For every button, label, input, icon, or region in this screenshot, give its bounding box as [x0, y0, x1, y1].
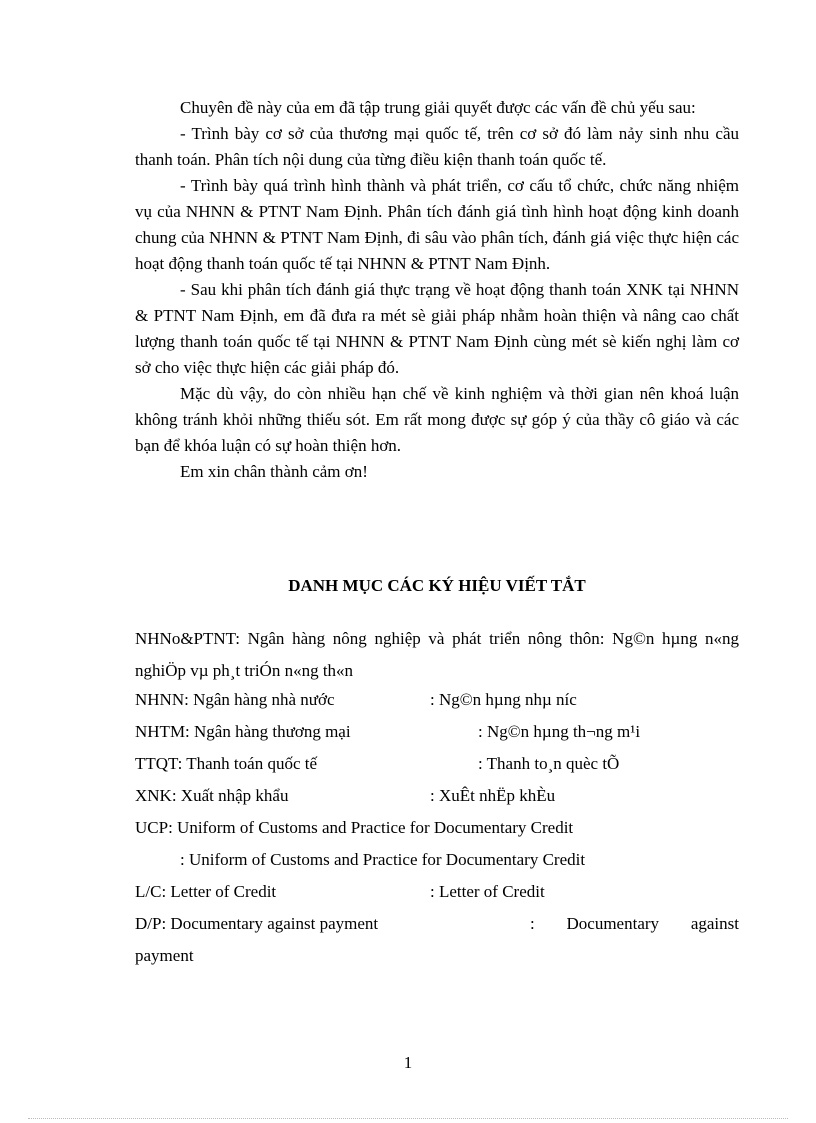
intro-section	[135, 95, 739, 485]
abbr-translation-ucp: : Uniform of Customs and Practice for Documentary Credit	[180, 850, 586, 869]
abbr-term: UCP: Uniform of Customs and Practice for Documentary Credit	[135, 818, 574, 837]
abbr-word: Documentary	[566, 914, 660, 933]
abbr-word: against	[690, 914, 739, 933]
abbr-term: NHTM: Ngân hàng thương mại	[135, 722, 351, 741]
abbr-entry-nhnn	[135, 687, 739, 719]
abbr-translation: : Thanh to¸n quèc tÕ	[478, 754, 620, 773]
abbr-continuation: payment	[135, 946, 194, 965]
abbr-term: NHNN: Ngân hàng nhà nước	[135, 690, 335, 709]
abbr-entry-ucp	[135, 815, 739, 847]
abbr-term: D/P: Documentary against payment	[135, 914, 379, 933]
abbr-translation: : Ng©n hµng nhµ níc	[430, 690, 577, 709]
abbr-entry-nhtm	[135, 719, 739, 751]
abbr-entry-lc	[135, 879, 739, 911]
abbreviations-list	[135, 623, 739, 975]
page-number: 1	[403, 1053, 413, 1072]
abbr-translation: : Ng©n hµng th¬ng m¹i	[478, 722, 641, 741]
intro-paragraph: - Sau khi phân tích đánh giá thực trạng về hoạt động thanh toán XNK tại NHNN & PTNT Nam Định, em đã đưa ra mét sè giải pháp nhằm hoàn thiện và nâng cao chất lượng thanh toán quốc tế tại NHNN & PTNT Nam Định cùng mét sè kiến nghị làm cơ sở cho việc thực hiện các giải pháp đó.	[135, 280, 739, 377]
abbr-translation: : XuÊt nhËp khÈu	[430, 786, 556, 805]
abbr-colon: :	[530, 914, 535, 933]
abbr-translation	[530, 911, 739, 937]
intro-paragraph: Mặc dù vậy, do còn nhiều hạn chế về kinh nghiệm và thời gian nên khoá luận không tránh khỏi những thiếu sót. Em rất mong được sự góp ý của thầy cô giáo và các bạn để khóa luận có sự hoàn thiện hơn.	[135, 384, 739, 455]
abbr-term: XNK: Xuất nhập khẩu	[135, 786, 289, 805]
intro-paragraph: - Trình bày cơ sở của thương mại quốc tế, trên cơ sở đó làm nảy sinh nhu cầu thanh toán. Phân tích nội dung của từng điều kiện thanh toán quốc tế.	[135, 124, 739, 169]
intro-paragraph: Em xin chân thành cảm ơn!	[180, 462, 368, 481]
abbr-entry-xnk	[135, 783, 739, 815]
footer-divider	[28, 1118, 788, 1119]
intro-paragraph: Chuyên đề này của em đã tập trung giải quyết được các vấn đề chủ yếu sau:	[180, 98, 696, 117]
abbr-translation: : Letter of Credit	[430, 882, 545, 901]
abbr-entry-ttqt	[135, 751, 739, 783]
abbreviations-heading: DANH MỤC CÁC KÝ HIỆU VIẾT TẮT	[288, 576, 586, 595]
abbr-entry-nhno: NHNo&PTNT: Ngân hàng nông nghiệp và phát triển nông thôn: Ng©n hµng n«ng nghiÖp vµ ph¸t triÓn n«ng th«n	[135, 629, 739, 680]
abbr-term: TTQT: Thanh toán quốc tế	[135, 754, 318, 773]
abbr-term: L/C: Letter of Credit	[135, 882, 277, 901]
abbr-entry-dp	[135, 911, 739, 975]
intro-paragraph: - Trình bày quá trình hình thành và phát triển, cơ cấu tổ chức, chức năng nhiệm vụ của NHNN & PTNT Nam Định. Phân tích đánh giá tình hình hoạt động kinh doanh chung của NHNN & PTNT Nam Định, đi sâu vào phân tích, đánh giá việc thực hiện các hoạt động thanh toán quốc tế tại NHNN & PTNT Nam Định.	[135, 176, 739, 273]
